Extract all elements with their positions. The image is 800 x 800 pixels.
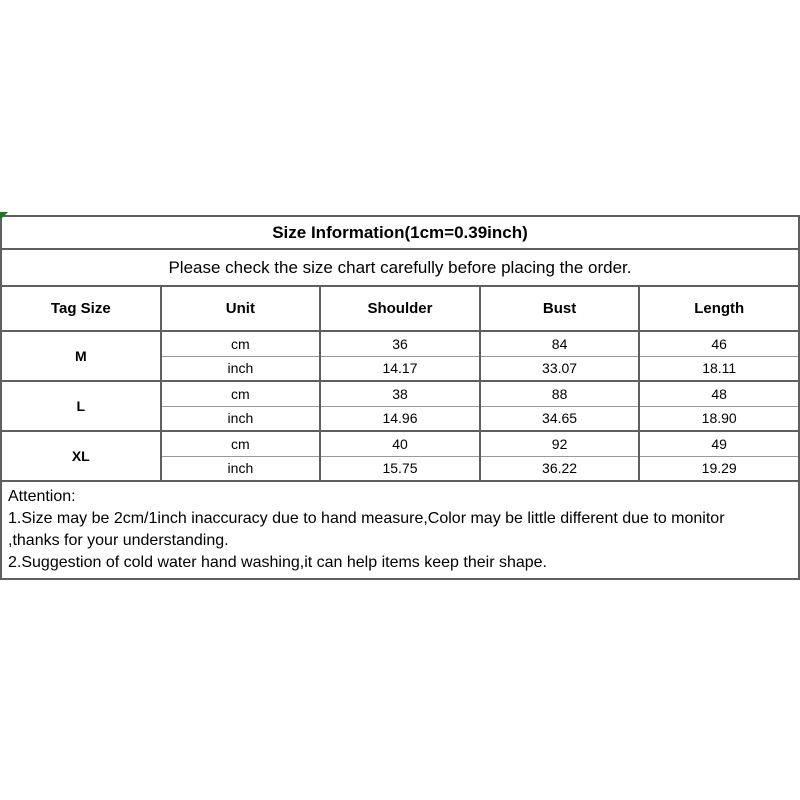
corner-marker-icon [0,212,8,220]
unit-cell: cm [161,331,321,356]
measurement-cell: 88 [480,381,640,406]
measurement-cell: 14.96 [320,406,480,431]
measurement-cell: 19.29 [639,456,799,481]
measurement-cell: 14.17 [320,356,480,381]
column-header-tag-size: Tag Size [1,286,161,331]
size-chart-container [0,215,800,580]
tag-size-cell-m: M [1,331,161,381]
measurement-cell: 18.90 [639,406,799,431]
size-chart-title: Size Information(1cm=0.39inch) [1,216,799,249]
column-header-bust: Bust [480,286,640,331]
measurement-cell: 33.07 [480,356,640,381]
measurement-cell: 48 [639,381,799,406]
measurement-cell: 92 [480,431,640,456]
attention-line: ,thanks for your understanding. [8,532,229,549]
attention-heading: Attention: [8,488,76,505]
tag-size-cell-l: L [1,381,161,431]
attention-line: 1.Size may be 2cm/1inch inaccuracy due to hand measure,Color may be little different due to monitor [8,510,725,527]
table-row-l-cm [1,381,799,406]
table-row-m-cm [1,331,799,356]
measurement-cell: 18.11 [639,356,799,381]
column-header-unit: Unit [161,286,321,331]
unit-cell: inch [161,456,321,481]
column-header-shoulder: Shoulder [320,286,480,331]
column-header-length: Length [639,286,799,331]
attention-line: 2.Suggestion of cold water hand washing,it can help items keep their shape. [8,554,547,571]
unit-cell: cm [161,381,321,406]
size-chart-table [0,215,800,580]
column-header-row [1,286,799,331]
unit-cell: inch [161,356,321,381]
attention-note [1,481,799,579]
tag-size-cell-xl: XL [1,431,161,481]
measurement-cell: 36 [320,331,480,356]
measurement-cell: 46 [639,331,799,356]
measurement-cell: 15.75 [320,456,480,481]
unit-cell: inch [161,406,321,431]
attention-row [1,481,799,579]
measurement-cell: 84 [480,331,640,356]
unit-cell: cm [161,431,321,456]
measurement-cell: 49 [639,431,799,456]
measurement-cell: 34.65 [480,406,640,431]
measurement-cell: 36.22 [480,456,640,481]
size-chart-subtitle: Please check the size chart carefully before placing the order. [1,249,799,286]
measurement-cell: 40 [320,431,480,456]
subtitle-row [1,249,799,286]
measurement-cell: 38 [320,381,480,406]
table-row-xl-cm [1,431,799,456]
title-row [1,216,799,249]
